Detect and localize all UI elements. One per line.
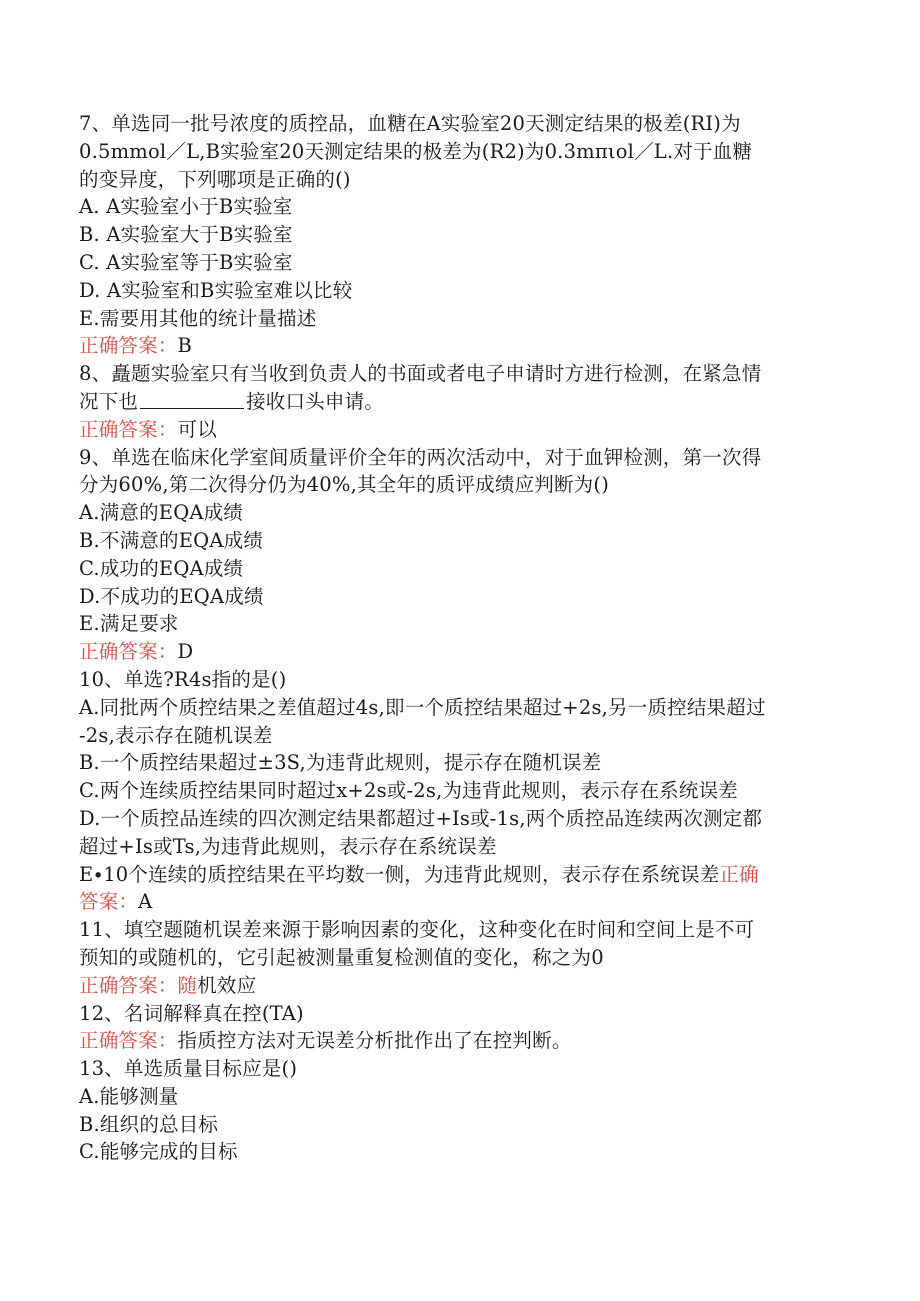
question-10-option-d-line-1: D.一个质控品连续的四次测定结果都超过+Is或-1s,两个质控品连续两次测定都 [79, 806, 763, 830]
question-9-answer [79, 638, 880, 666]
answer-label: 正确答案： [79, 1029, 178, 1053]
fill-in-blank [140, 390, 244, 409]
question-9-line-1: 9、单选在临床化学室间质量评价全年的两次活动中，对于血钾检测，第一次得 [79, 445, 762, 469]
question-8-text-after-blank: 接收口头申请。 [246, 389, 385, 413]
question-13-option-b: B.组织的总目标 [79, 1112, 219, 1136]
question-11-line-2: 预知的或随机的，它引起被测量重复检测值的变化，称之为0 [79, 945, 604, 969]
question-7-answer [79, 332, 880, 360]
question-9-option-c: C.成功的EQA成绩 [79, 556, 244, 580]
question-10-answer [79, 888, 880, 916]
question-7-option-c: C. A实验室等于B实验室 [79, 250, 293, 274]
question-7-option-e: E.需要用其他的统计量描述 [79, 306, 317, 330]
question-11-line-1: 11、填空题随机误差来源于影响因素的变化，这种变化在时间和空间上是不可 [79, 918, 755, 942]
answer-value-part-2: 机效应 [197, 973, 257, 997]
question-9-option-e: E.满足要求 [79, 612, 179, 636]
question-10-line-1: 10、单选?R4s指的是() [79, 667, 287, 691]
answer-label: 正确答案： [79, 417, 178, 441]
question-10-option-c: C.两个连续质控结果同时超过x+2s或-2s,为违背此规则，表示存在系统误差 [79, 779, 738, 803]
question-9-option-a: A.满意的EQA成绩 [79, 501, 244, 525]
question-10-option-d-line-2: 超过+Is或Ts,为违背此规则，表示存在系统误差 [79, 834, 497, 858]
answer-label-part-2: 答案： [79, 890, 139, 914]
question-7-line-2: 0.5mmol／L,B实验室20天测定结果的极差为(R2)为0.3mπιol／L.对于血糖 [79, 139, 753, 163]
answer-label: 正确答案： [79, 640, 178, 664]
question-13-option-c: C.能够完成的目标 [79, 1140, 238, 1164]
question-7-option-b: B. A实验室大于B实验室 [79, 223, 293, 247]
question-9-option-b: B.不满意的EQA成绩 [79, 528, 264, 552]
question-7-option-a: A. A实验室小于B实验室 [79, 195, 293, 219]
answer-value: D [177, 640, 194, 664]
question-10-option-a-line-1: A.同批两个质控结果之差值超过4s,即一个质控结果超过+2s,另一质控结果超过 [79, 695, 766, 719]
question-11-answer [79, 972, 880, 1000]
question-13-option-a: A.能够测量 [79, 1084, 179, 1108]
answer-value: 指质控方法对无误差分析批作出了在控判断。 [177, 1029, 572, 1053]
question-10-option-e-text: E∙10个连续的质控结果在平均数一侧，为违背此规则，表示存在系统误差 [79, 862, 720, 886]
answer-value-part-1: 随 [177, 973, 198, 997]
question-9-line-2: 分为60%,第二次得分仍为40%,其全年的质评成绩应判断为() [79, 473, 609, 497]
question-12-line-1: 12、名词解释真在控(TA) [79, 1001, 304, 1025]
question-7-line-3: 的变异度，下列哪项是正确的() [79, 167, 351, 191]
question-8-text-before-blank: 况下也 [79, 389, 139, 413]
question-10-option-a-line-2: -2s,表示存在随机误差 [79, 723, 273, 747]
question-8-answer [79, 416, 880, 444]
question-10-option-b: B.一个质控结果超过±3S,为违背此规则，提示存在随机误差 [79, 751, 602, 775]
question-7-option-d: D. A实验室和B实验室难以比较 [79, 278, 353, 302]
answer-label: 正确答案： [79, 334, 178, 358]
question-13-line-1: 13、单选质量目标应是() [79, 1057, 298, 1081]
answer-value: B [177, 334, 193, 358]
question-12-answer [79, 1027, 880, 1055]
answer-label-part-1: 正确 [719, 862, 759, 886]
answer-value: A [138, 890, 153, 914]
answer-value: 可以 [177, 417, 217, 441]
question-10-option-e [79, 861, 880, 889]
question-9-option-d: D.不成功的EQA成绩 [79, 584, 264, 608]
answer-label: 正确答案： [79, 973, 178, 997]
question-8-line-2 [79, 388, 880, 416]
question-8-line-1: 8、矗题实验室只有当收到负责人的书面或者电子申请时方进行检测，在紧急情 [79, 362, 762, 386]
question-7-line-1: 7、单选同一批号浓度的质控品，血糖在A实验室20天测定结果的极差(RI)为 [79, 112, 741, 135]
